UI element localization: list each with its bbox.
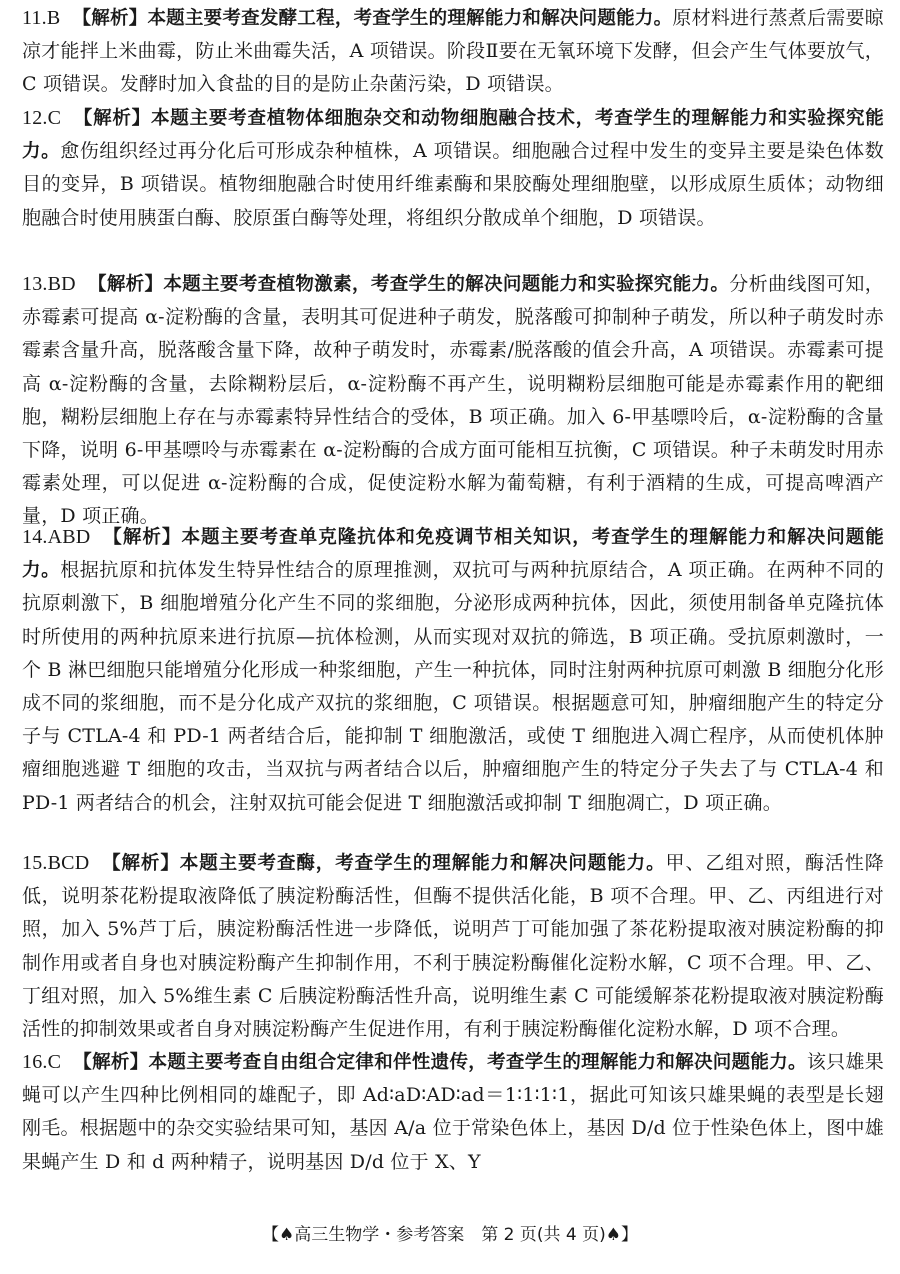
- analysis-body: 该只雄果蝇可以产生四种比例相同的雄配子，即 Ad∶aD∶AD∶ad＝1∶1∶1∶1，据此可知该只雄果蝇的表型是长翅刚毛。根据题中的杂交实验结果可知，基因 A/a 位于常染色体上，基因 D/d 位于性染色体上，图中雄果蝇产生 D 和 d 两种精子，说明基因 D/d 位于 X、Y: [22, 1051, 884, 1173]
- analysis-lead: 本题主要考查植物体细胞杂交和动物细胞融合技术，考查学生的理解能力和实验探究能力。: [22, 108, 884, 163]
- analysis-lead: 本题主要考查发酵工程，考查学生的理解能力和解决问题能力。: [147, 8, 673, 29]
- page-footer: [0, 1220, 900, 1245]
- answer-item-13: [22, 268, 884, 534]
- analysis-body: 原材料进行蒸煮后需要晾凉才能拌上米曲霉，防止米曲霉失活，A 项错误。阶段Ⅱ要在无氧环境下发酵，但会产生气体要放气，C 项错误。发酵时加入食盐的目的是防止杂菌污染，D 项错误。: [22, 7, 884, 96]
- analysis-lead: 本题主要考查酶，考查学生的理解能力和解决问题能力。: [179, 853, 666, 874]
- analysis-tag: 【解析】: [87, 274, 164, 295]
- analysis-lead: 本题主要考查植物激素，考查学生的解决问题能力和实验探究能力。: [163, 274, 730, 295]
- answer-item-16: [22, 1046, 884, 1179]
- analysis-tag: 【解析】: [73, 1052, 149, 1073]
- analysis-lead: 本题主要考查自由组合定律和伴性遗传，考查学生的理解能力和解决问题能力。: [148, 1052, 807, 1073]
- answer-item-15: [22, 847, 884, 1046]
- question-number: 13.BD: [22, 273, 76, 295]
- analysis-body: 甲、乙组对照，酶活性降低，说明茶花粉提取液降低了胰淀粉酶活性，但酶不提供活化能，B 项不合理。甲、乙、丙组进行对照，加入 5%芦丁后，胰淀粉酶活性进一步降低，说明芦丁可能加强了茶花粉提取液对胰淀粉酶的抑制作用或者自身也对胰淀粉酶产生抑制作用，不利于胰淀粉酶催化淀粉水解，C 项不合理。甲、乙、丁组对照，加入 5%维生素 C 后胰淀粉酶活性升高，说明维生素 C 可能缓解茶花粉提取液对胰淀粉酶活性的抑制效果或者自身对胰淀粉酶产生促进作用，有利于胰淀粉酶催化淀粉水解，D 项不合理。: [22, 852, 884, 1041]
- spade-icon: ♠: [605, 1225, 621, 1245]
- question-number: 11.B: [22, 7, 61, 29]
- analysis-tag: 【解析】: [101, 853, 180, 874]
- question-number: 12.C: [22, 107, 62, 129]
- footer-left-bracket: 【: [261, 1225, 279, 1245]
- analysis-tag: 【解析】: [72, 8, 148, 29]
- answer-item-14: [22, 521, 884, 820]
- analysis-lead: 本题主要考查单克隆抗体和免疫调节相关知识，考查学生的理解能力和解决问题能力。: [22, 527, 884, 582]
- spade-icon: ♠: [278, 1225, 295, 1245]
- question-number: 15.BCD: [22, 852, 90, 874]
- answer-item-11: [22, 2, 884, 102]
- analysis-body: 愈伤组织经过再分化后可形成杂种植株，A 项错误。细胞融合过程中发生的变异主要是染色体数目的变异，B 项错误。植物细胞融合时使用纤维素酶和果胶酶处理细胞壁，以形成原生质体；动物细胞融合时使用胰蛋白酶、胶原蛋白酶等处理，将组织分散成单个细胞，D 项错误。: [22, 140, 884, 229]
- analysis-body: 分析曲线图可知，赤霉素可提高 α-淀粉酶的含量，表明其可促进种子萌发，脱落酸可抑制种子萌发，所以种子萌发时赤霉素含量升高，脱落酸含量下降，故种子萌发时，赤霉素/脱落酸的值会升高，A 项错误。赤霉素可提高 α-淀粉酶的含量，去除糊粉层后，α-淀粉酶不再产生，说明糊粉层细胞可能是赤霉素作用的靶细胞，糊粉层细胞上存在与赤霉素特异性结合的受体，B 项正确。加入 6-甲基嘌呤后，α-淀粉酶的含量下降，说明 6-甲基嘌呤与赤霉素在 α-淀粉酶的合成方面可能相互抗衡，C 项错误。种子未萌发时用赤霉素处理，可以促进 α-淀粉酶的合成，促使淀粉水解为葡萄糖，有利于酒精的生成，可提高啤酒产量，D 项正确。: [22, 273, 884, 528]
- question-number: 16.C: [22, 1051, 62, 1073]
- analysis-body: 根据抗原和抗体发生特异性结合的原理推测，双抗可与两种抗原结合，A 项正确。在两种不同的抗原刺激下，B 细胞增殖分化产生不同的浆细胞，分泌形成两种抗体，因此，须使用制备单克隆抗体时所使用的两种抗原来进行抗原—抗体检测，从而实现对双抗的筛选，B 项正确。受抗原刺激时，一个 B 淋巴细胞只能增殖分化形成一种浆细胞，产生一种抗体，同时注射两种抗原可刺激 B 细胞分化形成不同的浆细胞，而不是分化成产双抗的浆细胞，C 项错误。根据题意可知，肿瘤细胞产生的特定分子与 CTLA-4 和 PD-1 两者结合后，能抑制 T 细胞激活，或使 T 细胞进入凋亡程序，从而使机体肿瘤细胞逃避 T 细胞的攻击，当双抗与两者结合以后，肿瘤细胞产生的特定分子失去了与 CTLA-4 和 PD-1 两者结合的机会，注射双抗可能会促进 T 细胞激活或抑制 T 细胞凋亡，D 项正确。: [22, 559, 884, 814]
- question-number: 14.ABD: [22, 526, 91, 548]
- analysis-tag: 【解析】: [102, 527, 182, 548]
- footer-text: 高三生物学・参考答案 第 2 页(共 4 页): [294, 1225, 606, 1245]
- analysis-tag: 【解析】: [73, 108, 151, 129]
- answer-item-12: [22, 102, 884, 235]
- footer-right-bracket: 】: [621, 1225, 638, 1245]
